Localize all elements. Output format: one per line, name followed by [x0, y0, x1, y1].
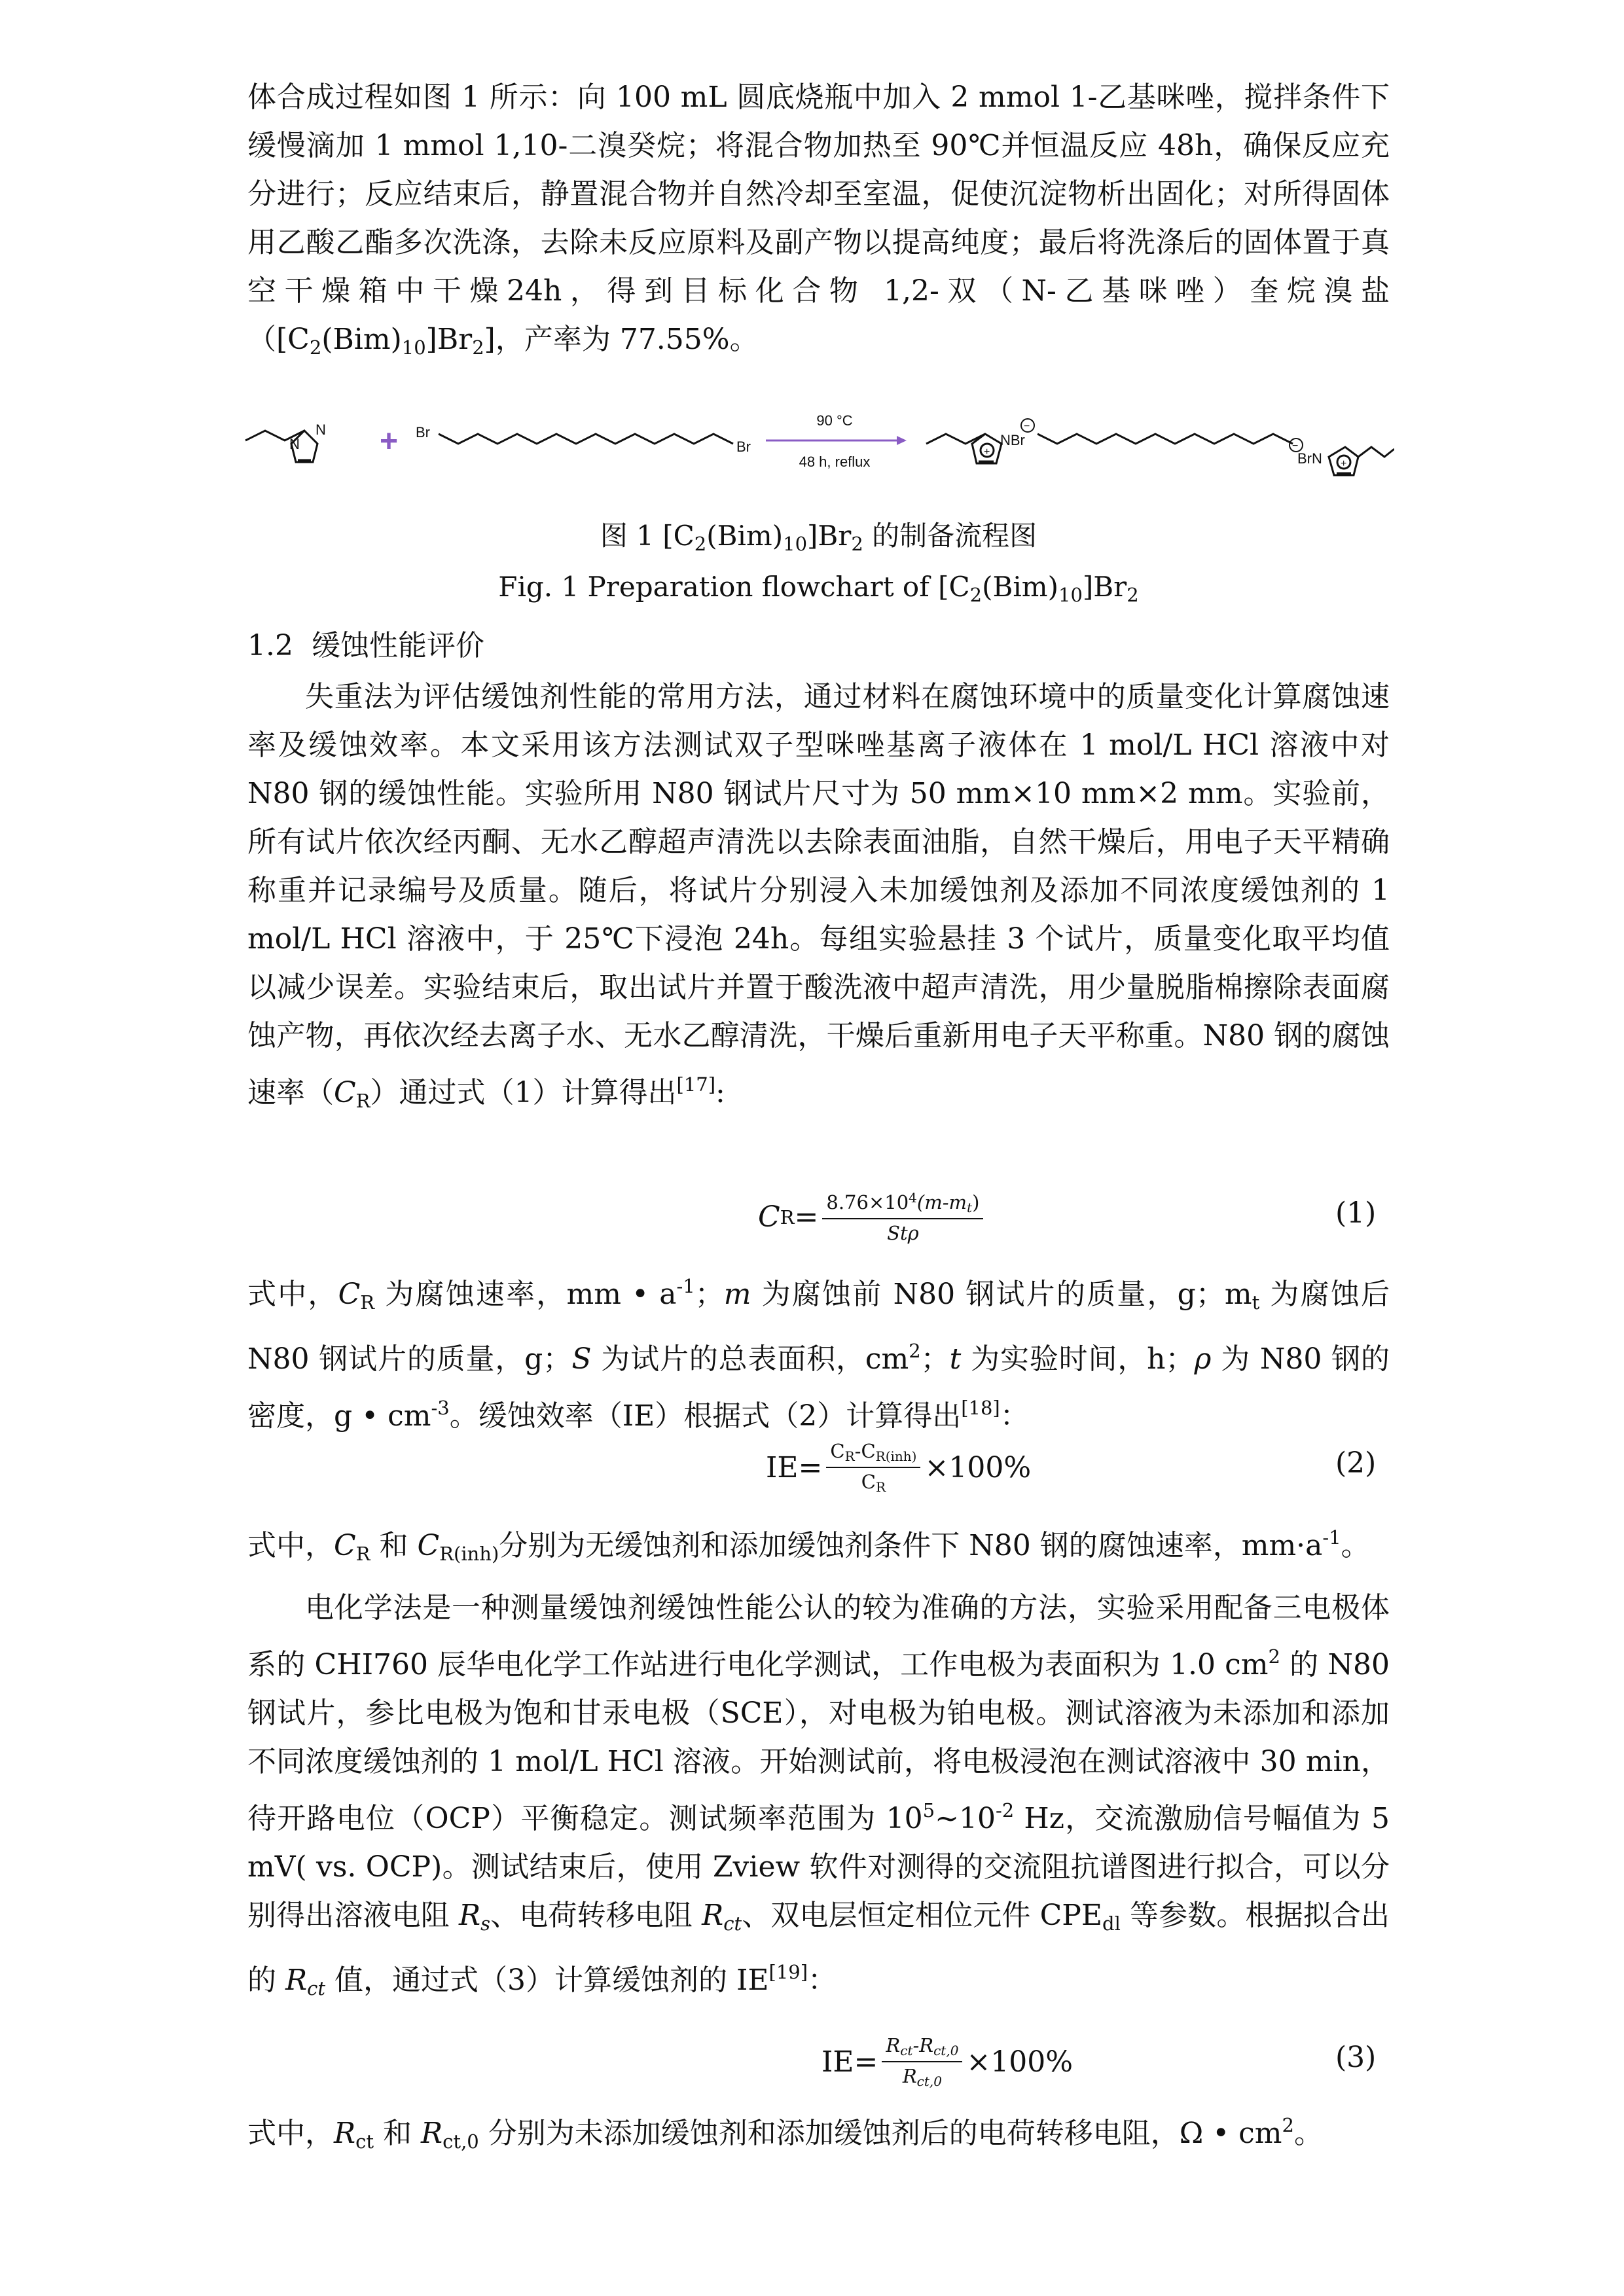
paragraph-text: 失重法为评估缓蚀剂性能的常用方法，通过材料在腐蚀环境中的质量变化计算腐蚀速率及缓蚀效率。本文采用该方法测试双子型咪唑基离子液体在 1 mol/L HCl 溶液中对 N80 钢的缓蚀性能。实验所用 N80 钢试片尺寸为 50 mm×10 mm×2 mm。实验前，所有试片依次经丙酮、无水乙醇超声清洗以去除表面油脂，自然干燥后，用电子天平精确称重并记录编号及质量。随后，将试片分别浸入未加缓蚀剂及添加不同浓度缓蚀剂的 1 mol/L HCl 溶液中，于 25℃下浸泡 24h。每组实验悬挂 3 个试片，质量变化取平均值以减少误差。实验结束后，取出试片并置于酸洗液中超声清洗，用少量脱脂棉擦除表面腐蚀产物，再依次经去离子水、无水乙醇清洗，干燥后重新用电子天平称重。N80 钢的腐蚀速率（	[247, 680, 1390, 1109]
denominator	[861, 1468, 886, 1495]
negative-charge: −	[1292, 440, 1299, 452]
paragraph-text: 值，通过式（3）计算缓蚀剂的 IE	[325, 1964, 769, 1997]
subscript: R	[844, 1448, 855, 1464]
superscript: 5	[922, 1799, 935, 1821]
section-number: 1.2	[247, 629, 293, 662]
paragraph-text: ~10	[935, 1802, 996, 1835]
caption-text: (Bim)	[706, 520, 784, 552]
section-title: 缓蚀性能评价	[311, 629, 484, 662]
subscript: t	[1252, 1291, 1260, 1314]
subscript: R	[355, 1543, 370, 1565]
den-text: R	[902, 2065, 917, 2087]
br-label: Br	[736, 439, 751, 455]
paragraph-text: 。缓蚀效率（IE）根据式（2）计算得出	[449, 1399, 962, 1433]
positive-charge: +	[1341, 458, 1347, 469]
where-clause-2	[247, 1513, 1390, 1578]
subscript: 2	[694, 533, 707, 555]
paragraph-text: 分别为未添加缓蚀剂和添加缓蚀剂后的电荷转移电阻，Ω • cm	[478, 2117, 1282, 2150]
synthesis-text: ]，产率为 77.55%。	[484, 323, 759, 356]
subscript: R	[780, 1206, 795, 1229]
subscript: R	[355, 1090, 370, 1112]
variable: S	[571, 1342, 592, 1376]
arrow-head	[897, 436, 907, 445]
subscript: R	[360, 1291, 375, 1314]
subscript: 10	[401, 336, 426, 359]
subscript: 10	[783, 533, 808, 555]
variable: C	[334, 1076, 356, 1109]
equation-tail: ×100%	[966, 2045, 1074, 2079]
equation-1	[758, 1190, 987, 1244]
caption-text: ]Br	[1082, 571, 1127, 603]
citation: [17]	[676, 1073, 716, 1096]
variable: R	[702, 1899, 724, 1932]
subscript: ct,0	[442, 2130, 479, 2153]
paragraph-text: 、双电层恒定相位元件 CPE	[742, 1899, 1103, 1932]
subscript: s	[480, 1912, 491, 1935]
caption-text: 图 1 [C	[600, 520, 695, 552]
equation-3	[821, 2034, 1073, 2089]
br-label: Br	[416, 424, 430, 440]
num-text: -R	[912, 2034, 934, 2056]
condition-time: 48 h, reflux	[799, 454, 871, 470]
variable: C	[417, 1529, 440, 1562]
num-text: C	[830, 1440, 845, 1462]
paragraph-text: :	[715, 1076, 725, 1109]
equation-lhs: IE=	[766, 1450, 823, 1484]
denominator: Stρ	[887, 1222, 919, 1244]
synthesis-text: (Bim)	[321, 323, 402, 356]
paragraph-text: ：	[808, 1964, 837, 1997]
subscript: 2	[1127, 584, 1139, 606]
fraction	[882, 2034, 962, 2089]
paragraph-text: 式中，	[247, 2117, 334, 2150]
paragraph-text: 电化学法是一种测量缓蚀剂缓蚀性能公认的较为准确的方法，实验采用配备三电极体系的 CHI760 辰华电化学工作站进行电化学测试，工作电极为表面积为 1.0 cm	[247, 1591, 1390, 1681]
where-clause-1	[247, 1262, 1390, 1441]
equation-number: (2)	[1335, 1446, 1377, 1480]
figure-caption-en	[247, 571, 1390, 606]
denominator	[903, 2062, 942, 2089]
paragraph-text: 为腐蚀速率，mm • a	[374, 1278, 677, 1311]
condition-temperature: 90 °C	[816, 412, 853, 429]
subscript: ct	[307, 1977, 326, 2000]
synthesis-paragraph	[247, 73, 1390, 372]
positive-charge: +	[984, 446, 990, 457]
equation-number: (3)	[1335, 2041, 1377, 2074]
negative-charge: −	[1024, 421, 1030, 432]
paragraph-text: 和	[374, 2117, 422, 2150]
num-text: )	[972, 1191, 980, 1213]
n-label: N	[316, 422, 326, 438]
superscript: 2	[909, 1340, 921, 1362]
nbr-label: NBr	[1000, 432, 1025, 448]
paragraph-text: 的 N80 钢试片，参比电极为饱和甘汞电极（SCE），对电极为铂电极。测试溶液为未添加和添加不同浓度缓蚀剂的 1 mol/L HCl 溶液。开始测试前，将电极浸泡在测试溶液中 30 min，待开路电位（OCP）平衡稳定。测试频率范围为 10	[247, 1648, 1390, 1835]
paragraph-text: ；	[920, 1342, 950, 1376]
subscript: t	[967, 1200, 973, 1215]
decane-linker	[1038, 434, 1293, 444]
reaction-scheme	[242, 398, 1394, 503]
synthesis-text: ]Br	[425, 323, 473, 356]
subscript: R(inh)	[439, 1543, 499, 1565]
equation-number: (1)	[1335, 1196, 1377, 1230]
caption-text: Fig. 1 Preparation flowchart of [C	[498, 571, 970, 603]
subscript: 2	[309, 336, 322, 359]
subscript: ct,0	[933, 2043, 959, 2058]
fraction	[822, 1190, 983, 1244]
variable: R	[458, 1899, 481, 1932]
superscript: 2	[1268, 1645, 1280, 1668]
caption-text: 的制备流程图	[863, 520, 1038, 552]
where-clause-3	[247, 2101, 1390, 2166]
num-text: (m-m	[916, 1191, 967, 1213]
paragraph-text: 和	[370, 1529, 418, 1562]
subscript: ct,0	[916, 2073, 942, 2089]
superscript: -1	[1322, 1526, 1341, 1549]
equation-tail: ×100%	[924, 1450, 1032, 1484]
brn-label: BrN	[1297, 450, 1322, 467]
variable: m	[723, 1278, 751, 1311]
superscript: 4	[909, 1190, 917, 1206]
equals-sign: =	[794, 1200, 819, 1234]
paragraph-text: 等参数。根据拟合出的	[247, 1899, 1390, 1997]
paragraph-text: ：	[1000, 1399, 1029, 1433]
paragraph-text: 为试片的总表面积，cm	[591, 1342, 909, 1376]
product-right-imidazolium	[1329, 447, 1394, 475]
caption-text: (Bim)	[982, 571, 1058, 603]
reactant-ethylimidazole	[245, 431, 317, 462]
variable: C	[338, 1278, 361, 1311]
numerator	[822, 1190, 983, 1219]
variable: C	[334, 1529, 356, 1562]
paragraph-text: 式中，	[247, 1278, 338, 1311]
paragraph-text: Hz，交流激励信号幅值为 5 mV( vs. OCP)。测试结束后，使用 Zview 软件对测得的交流阻抗谱图进行拟合，可以分别得出溶液电阻	[247, 1802, 1390, 1932]
subscript: ct	[723, 1912, 742, 1935]
paragraph-text: 为腐蚀后 N80 钢试片的质量，g；	[247, 1278, 1390, 1376]
paragraph-text: 为实验时间，h；	[961, 1342, 1195, 1376]
fraction	[826, 1440, 920, 1495]
subscript: R(inh)	[875, 1448, 917, 1464]
citation: [19]	[768, 1961, 808, 1983]
caption-text: ]Br	[807, 520, 852, 552]
paragraph-text: 分别为无缓蚀剂和添加缓蚀剂条件下 N80 钢的腐蚀速率，mm·a	[499, 1529, 1323, 1562]
subscript: dl	[1102, 1912, 1121, 1935]
subscript: 2	[851, 533, 863, 555]
numerator	[826, 1440, 920, 1468]
subscript: ct	[355, 2130, 374, 2153]
electrochemical-paragraph	[247, 1584, 1390, 2013]
equation-2	[766, 1440, 1031, 1495]
den-text: C	[861, 1471, 876, 1493]
variable: R	[334, 2117, 356, 2150]
paragraph-text: 为 N80 钢的密度，g • cm	[247, 1342, 1390, 1433]
subscript: 10	[1058, 584, 1083, 606]
superscript: 2	[1282, 2114, 1294, 2136]
paragraph-text: 、电荷转移电阻	[490, 1899, 702, 1932]
num-text: R	[886, 2034, 901, 2056]
paragraph-text: 。	[1293, 2117, 1323, 2150]
dibromodecane-chain	[439, 434, 733, 444]
variable: C	[758, 1200, 780, 1234]
superscript: -2	[995, 1799, 1015, 1821]
paragraph-text: 式中，	[247, 1529, 334, 1562]
section-heading	[247, 622, 484, 664]
subscript: ct	[900, 2043, 913, 2058]
paragraph-text: ；	[695, 1278, 724, 1311]
subscript: 2	[472, 336, 484, 359]
numerator	[882, 2034, 962, 2062]
synthesis-text: 体合成过程如图 1 所示：向 100 mL 圆底烧瓶中加入 2 mmol 1-乙基咪唑，搅拌条件下缓慢滴加 1 mmol 1,10-二溴癸烷；将混合物加热至 90℃并恒温反应 48h，确保反应充分进行；反应结束后，静置混合物并自然冷却至室温，促使沉淀物析出固化；对所得固体用乙酸乙酯多次洗涤，去除未反应原料及副产物以提高纯度；最后将洗涤后的固体置于真空干燥箱中干燥24h，得到目标化合物 1,2-双（N-乙基咪唑）奎烷溴盐（[C	[247, 81, 1390, 356]
citation: [18]	[961, 1397, 1000, 1419]
plus-sign: +	[380, 424, 399, 459]
subscript: 2	[969, 584, 983, 606]
paragraph-text: ）通过式（1）计算得出	[370, 1076, 677, 1109]
paragraph-text: 。	[1341, 1529, 1370, 1562]
variable: ρ	[1194, 1342, 1212, 1376]
n-label: N	[289, 436, 300, 452]
variable: R	[285, 1964, 308, 1997]
equation-lhs: IE=	[821, 2045, 878, 2079]
num-text: 8.76×10	[826, 1191, 909, 1213]
num-text: -C	[854, 1440, 876, 1462]
variable: t	[949, 1342, 962, 1376]
product-left-imidazolium	[926, 434, 1001, 463]
superscript: -1	[676, 1275, 695, 1297]
variable: R	[421, 2117, 443, 2150]
weight-loss-paragraph	[247, 673, 1390, 1125]
figure-caption-cn	[247, 514, 1390, 555]
superscript: -3	[431, 1397, 450, 1419]
subscript: R	[875, 1479, 886, 1495]
paragraph-text: 为腐蚀前 N80 钢试片的质量，g；m	[751, 1278, 1252, 1311]
